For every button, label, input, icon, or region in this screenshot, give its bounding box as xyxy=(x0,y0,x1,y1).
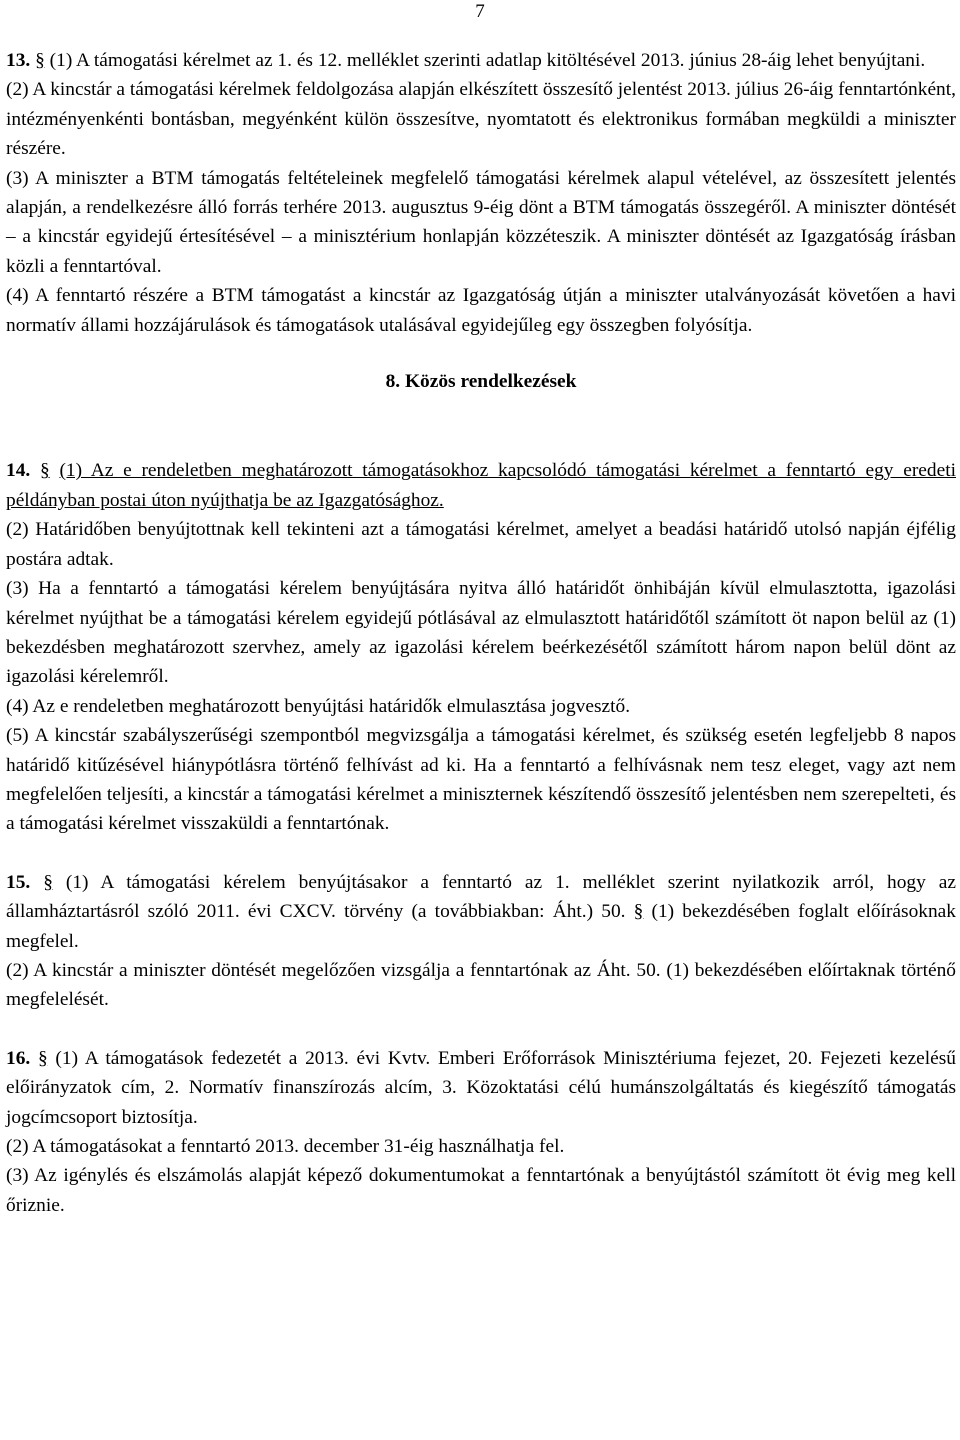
section-sign: § xyxy=(43,871,53,893)
paragraph-text: (1) A támogatási kérelem benyújtásakor a fenntartó az 1. melléklet szerint nyilatkozik arról, hogy az államháztartásról szóló 2011. évi CXCV. törvény (a továbbiakban: Áht.) 50. xyxy=(6,871,956,923)
paragraph: (4) A fenntartó részére a BTM támogatást a kincstár az Igazgatóság útján a miniszter utalványozását követően a havi normatív állami hozzájárulások és támogatások utalásával egyidejűleg egy összegben folyósítja. xyxy=(6,285,956,336)
section-sign: § xyxy=(37,1047,48,1069)
paragraph: (2) A kincstár a támogatási kérelmek feldolgozása alapján elkészített összesítő jelentést 2013. július 26-áig fenntartónként, intézményenkénti bontásban, megyénként külön összesítve, nyomtatott és elektronikus formában megküldi a miniszter részére. xyxy=(6,79,956,160)
paragraph: (3) A miniszter a BTM támogatás feltételeinek megfelelő támogatási kérelmek alapul vételével, az összesített jelentés alapján, a rendelkezésre álló forrás terhére 2013. augusztus 9-éig dönt a BTM támogatás összegéről. A miniszter döntését – a kincstár egyidejű értesítésével – a minisztérium honlapján közzéteszik. A miniszter döntését az Igazgatóság írásban közli a fenntartóval. xyxy=(6,167,956,277)
paragraph xyxy=(6,46,956,75)
section-heading: 8. Közös rendelkezések xyxy=(385,371,577,393)
paragraph: (3) Ha a fenntartó a támogatási kérelem benyújtására nyitva álló határidőt önhibáján kívül elmulasztotta, igazolási kérelmet nyújthat be a támogatási kérelem egyidejű pótlásával az elmulasztott határidőtől számított öt napon belül az (1) bekezdésben meghatározott szervhez, amely az igazolási kérelem beérkezésétől számított három napon belül dönt az igazolási kérelemről. xyxy=(6,578,956,688)
section-number: 14. xyxy=(6,460,31,482)
section-15 xyxy=(6,868,956,1015)
paragraph-text: (1) A támogatások fedezetét a 2013. évi Kvtv. Emberi Erőforrások Minisztériuma fejezet, 20. Fejezeti kezelésű előirányzatok cím, 2. Normatív finanszírozás alcím, 3. Közoktatási célú humánszolgáltatás és kiegészítő támogatás jogcímcsoport biztosítja. xyxy=(6,1047,956,1128)
paragraph-text: (1) bekezdésében foglalt előírásoknak megfelel. xyxy=(6,901,956,952)
section-sign: § xyxy=(633,901,644,923)
paragraph xyxy=(6,456,956,515)
paragraph: (2) A támogatásokat a fenntartó 2013. december 31-éig használhatja fel. xyxy=(6,1136,565,1157)
section-number: 16. xyxy=(6,1047,31,1069)
document-body xyxy=(6,46,956,1220)
paragraph-text: (1) A támogatási kérelmet az 1. és 12. melléklet szerinti adatlap kitöltésével 2013. június 28-áig lehet benyújtani. xyxy=(49,50,926,71)
paragraph: (5) A kincstár szabályszerűségi szempontból megvizsgálja a támogatási kérelmet, és szükség esetén legfeljebb 8 napos határidő kitűzésével hiánypótlásra történő felhívást ad ki. Ha a fenntartó a felhívásnak nem tesz eleget, vagy azt nem megfelelően teljesíti, a kincstár a támogatási kérelmet a miniszternek készítendő összesítő jelentésben nem szerepelteti, és a támogatási kérelmet visszaküldi a fenntartónak. xyxy=(6,725,956,835)
section-sign: § xyxy=(40,460,50,482)
paragraph-text: (1) Az e rendeletben meghatározott támogatásokhoz kapcsolódó támogatási kérelmet a fenntartó egy eredeti példányban postai úton nyújthatja be az Igazgatósághoz. xyxy=(6,460,956,511)
page-number: 7 xyxy=(475,1,485,22)
section-14 xyxy=(6,456,956,838)
section-13 xyxy=(6,46,956,340)
section-sign: § xyxy=(35,50,45,71)
paragraph xyxy=(6,868,956,956)
section-number: 13. xyxy=(6,50,31,71)
section-16 xyxy=(6,1044,956,1220)
paragraph: (2) A kincstár a miniszter döntését megelőzően vizsgálja a fenntartónak az Áht. 50. (1) bekezdésében előírtaknak történő megfelelését. xyxy=(6,959,956,1011)
paragraph xyxy=(6,1044,956,1132)
paragraph: (3) Az igénylés és elszámolás alapját képező dokumentumokat a fenntartónak a benyújtástól számított öt évig meg kell őriznie. xyxy=(6,1165,956,1216)
section-number: 15. xyxy=(6,871,31,893)
paragraph: (2) Határidőben benyújtottnak kell tekinteni azt a támogatási kérelmet, amelyet a beadási határidő utolsó napján éjfélig postára adtak. xyxy=(6,519,956,570)
paragraph: (4) Az e rendeletben meghatározott benyújtási határidők elmulasztása jogvesztő. xyxy=(6,695,631,717)
